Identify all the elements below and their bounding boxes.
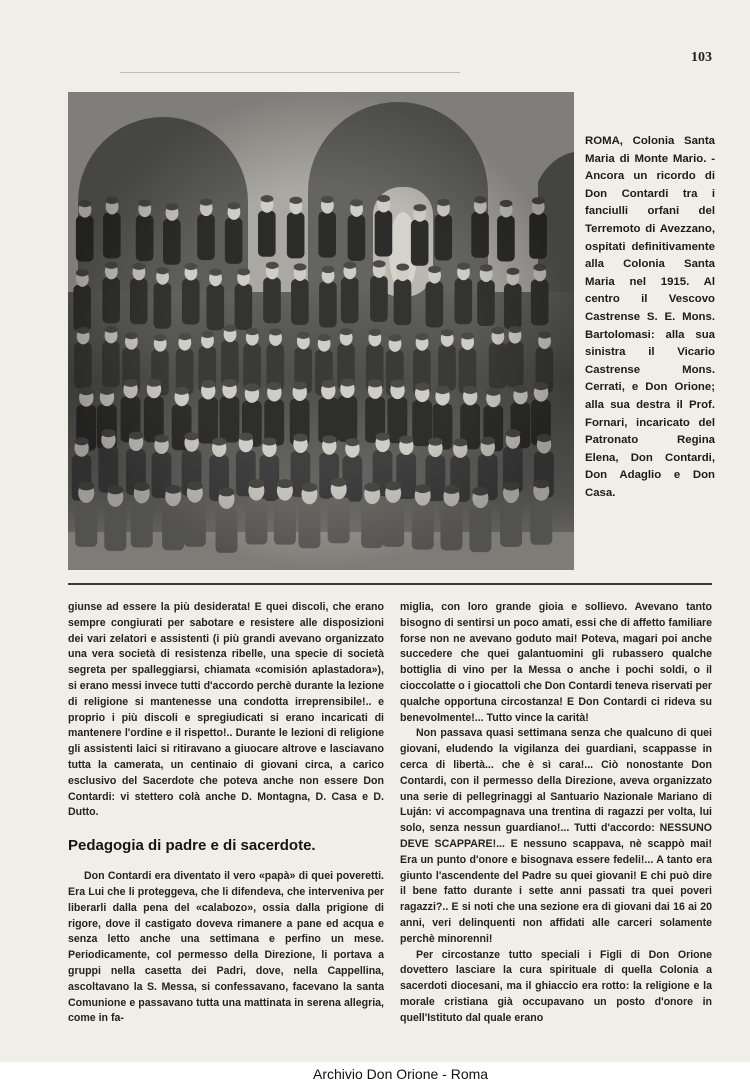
section-divider: [68, 583, 712, 585]
footer-text: Archivio Don Orione - Roma: [313, 1066, 489, 1082]
right-paragraph-2: Non passava quasi settimana senza che qualcuno di quei giovani, eludendo la vigilanza dei guardiani, scappasse in cerca di libertà... che è sì cara!... Ciò nonostante Don Contardi, con il permesso della Direzione, aveva organizzato una serie di pellegrinaggi al Santuario Nazionale Mariano di Luján: vi accompagnava una trentina di ragazzi per volta, lui solo, senza nessun guardiano!... Tutti d'accordo: NESSUNO DEVE SCAPPARE!... E nessuno scappava, nè scappò mai! Era un punto d'onore e bisognava essere fedeli!... A tanto era giunto l'ascendente del Padre su quei giovani! E chi può dire il bene fatto durante i sette anni passati tra quei poveri ragazzi?.. E si noti che una sezione era di giovani dai 16 ai 20 anni, veri delinquenti non affidati alle carceri solamente perchè minorenni!: [400, 727, 712, 945]
right-text-column: [400, 600, 712, 1027]
left-paragraph-2: Don Contardi era diventato il vero «papà» di quei poveretti. Era Lui che li proteggeva, che li difendeva, che interveniva per liberarli dalla pena del «calabozo», ossia dalla prigione di rigore, dove il castigato doveva rimanere a pane ed acqua e senza letto anche una settimana e perfino un mese. Periodicamente, col permesso della Direzione, li portava a gruppi nella casetta dei Padri, dove, nella Cappellina, ascoltavano la S. Messa, si confessavano, facevano la santa Comunione e passavano tutta una mattinata in serena allegria, come in fa-: [68, 870, 384, 1025]
archive-footer: [0, 1062, 750, 1082]
photo-illustration: [68, 92, 574, 570]
group-photograph: [68, 92, 574, 570]
photo-caption: ROMA, Colonia Santa Maria di Monte Mario. - Ancora un ricordo di Don Contardi tra i fanciulli orfani del Terremoto di Avezzano, ospitati definitivamente alla Colonia Santa Maria nel 1915. Al centro il Vescovo Castrense S. E. Mons. Bartolomasi: alla sua sinistra il Vicario Castrense Mons. Cerrati, e Don Orione; alla sua destra il Prof. Fornari, incaricato del Patronato Regina Elena, Don Contardi, Don Adaglio e Don Casa.: [585, 135, 715, 499]
top-rule: [120, 72, 460, 73]
right-paragraph-1: miglia, con loro grande gioia e sollievo. Avevano tanto bisogno di sentirsi un poco amati, essi che di affetto familiare forse non ne avevano goduto mai! Poteva, magari poi anche succedere che quei galantuomini gli rubassero qualche bottiglia di vino per la Messa o anche i pochi soldi, o il cioccolatte o i giocattoli che Don Contardi teneva riservati per qualche opportuna circostanza! E Don Contardi ci rideva su benevolmente!... Tutto vince la carità!: [400, 601, 713, 724]
right-paragraph-3: Per circostanze tutto speciali i Figli di Don Orione dovettero lasciare la cura spirituale di quella Colonia a sacerdoti diocesani, ma il ghiaccio era rotto: la religione e la morale cristiana già occupavano un posto d'onore in quell'Istituto dal quale erano: [400, 948, 712, 1024]
left-paragraph-1: giunse ad essere la più desiderata! E quei discoli, che erano sempre congiurati per sabotare e resistere alle disposizioni dei vari zelatori e assistenti (i più grandi avevano organizzato una vera società di resistenza ribelle, una specie di società segreta per spalleggiarsi, chiamata «comisión aplastadora»), si erano messi invece tutti d'accordo perchè durante la lezione di religione si mantenesse una condotta irreprensibile!.. e proprio i più discoli e spregiudicati si erano incaricati di mantenere l'ordine e il rispetto!.. Durante le lezioni di religione gli assistenti laici si ritiravano a giuocare altrove e lasciavano tutta la camerata, un centinaio di giovani circa, a carico esclusivo del Sacerdote che poteva anche non essere Don Contardi: vi stettero colà anche D. Montagna, D. Casa e D. Dutto.: [68, 601, 384, 819]
section-heading: Pedagogia di padre e di sacerdote.: [68, 837, 316, 855]
page-number: 103: [691, 50, 712, 65]
left-text-column: [68, 600, 384, 1027]
